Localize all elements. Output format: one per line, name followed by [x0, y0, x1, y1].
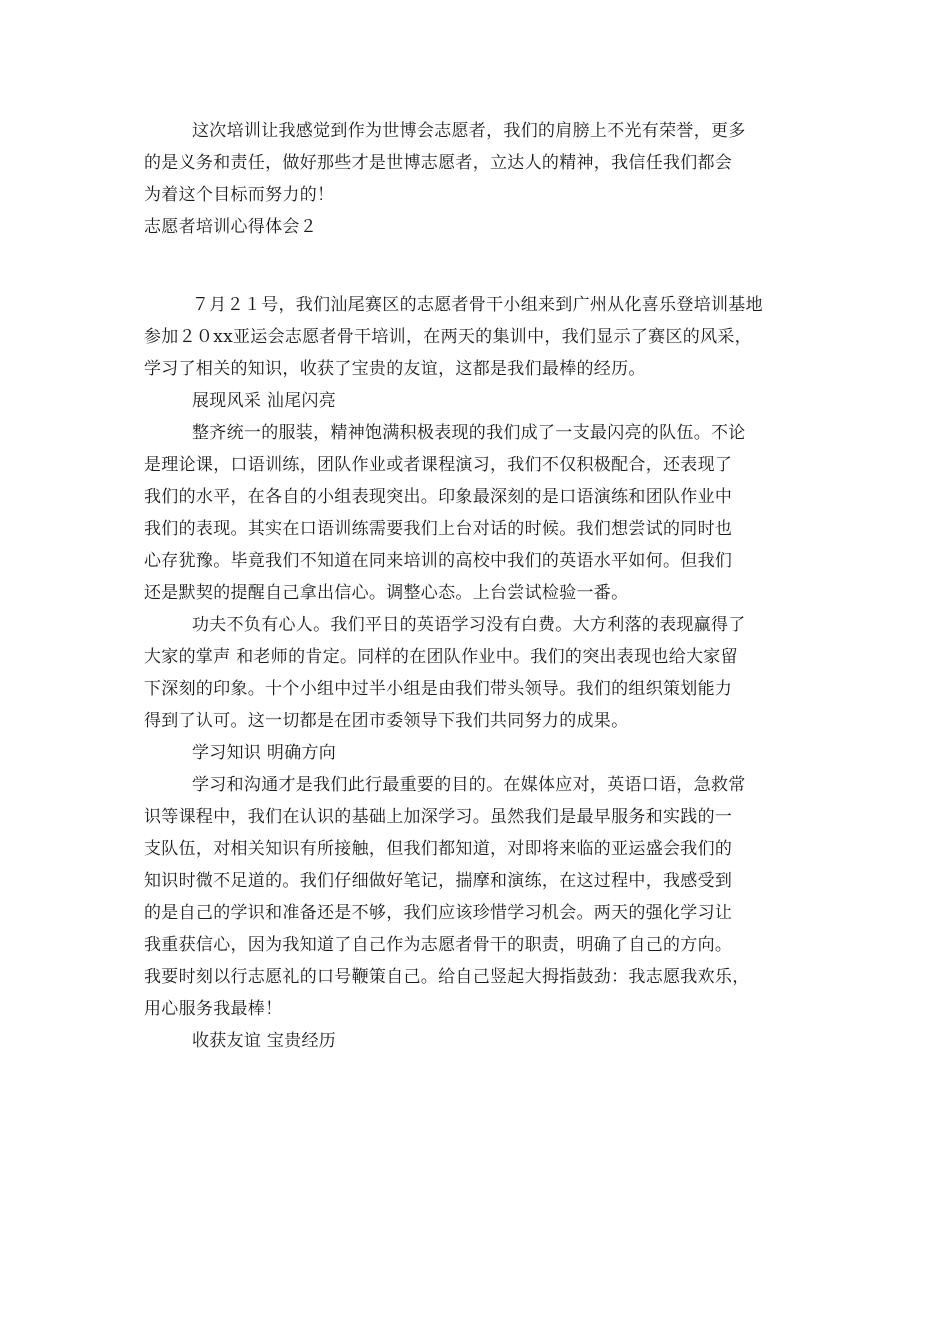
text-line: 知识时微不足道的。我们仔细做好笔记，揣摩和演练，在这过程中，我感受到 — [144, 871, 733, 891]
section-heading-friendship: 收获友谊 宝贵经历 — [192, 1031, 337, 1051]
text-line: 用心服务我最棒！ — [144, 999, 283, 1019]
text-line: 学习了相关的知识，收获了宝贵的友谊，这都是我们最棒的经历。 — [144, 359, 646, 379]
text-line: 这次培训让我感觉到作为世博会志愿者，我们的肩膀上不光有荣誉，更多 — [192, 121, 746, 141]
document-title: 志愿者培训心得体会２ — [144, 217, 317, 237]
paragraph-2 — [144, 417, 808, 609]
text-line: 为着这个目标而努力的！ — [144, 185, 335, 205]
section-heading-learning: 学习知识 明确方向 — [192, 743, 337, 763]
text-line: 我重获信心，因为我知道了自己作为志愿者骨干的职责，明确了自己的方向。 — [144, 935, 733, 955]
text-line: 参加２０xx亚运会志愿者骨干培训，在两天的集训中，我们显示了赛区的风采， — [144, 327, 752, 347]
text-line: ７月２１号，我们汕尾赛区的志愿者骨干小组来到广州从化喜乐登培训基地 — [192, 295, 763, 315]
text-line: 心存犹豫。毕竟我们不知道在同来培训的高校中我们的英语水平如何。但我们 — [144, 551, 733, 571]
text-line: 整齐统一的服装，精神饱满积极表现的我们成了一支最闪亮的队伍。不论 — [192, 423, 746, 443]
intro-paragraph — [144, 115, 808, 211]
text-line: 功夫不负有心人。我们平日的英语学习没有白费。大方利落的表现赢得了 — [192, 615, 746, 635]
section-heading-showcase: 展现风采 汕尾闪亮 — [192, 391, 337, 411]
text-line: 我们的表现。其实在口语训练需要我们上台对话的时候。我们想尝试的同时也 — [144, 519, 733, 539]
text-line: 的是自己的学识和准备还是不够，我们应该珍惜学习机会。两天的强化学习让 — [144, 903, 733, 923]
paragraph-1 — [144, 289, 808, 385]
text-line: 支队伍，对相关知识有所接触，但我们都知道，对即将来临的亚运盛会我们的 — [144, 839, 733, 859]
text-line: 大家的掌声 和老师的肯定。同样的在团队作业中。我们的突出表现也给大家留 — [144, 647, 738, 667]
text-line: 识等课程中，我们在认识的基础上加深学习。虽然我们是最早服务和实践的一 — [144, 807, 733, 827]
text-line: 我要时刻以行志愿礼的口号鞭策自己。给自己竖起大拇指鼓劲：我志愿我欢乐， — [144, 967, 750, 987]
paragraph-4 — [144, 769, 808, 1025]
text-line: 下深刻的印象。十个小组中过半小组是由我们带头领导。我们的组织策划能力 — [144, 679, 733, 699]
text-line: 的是义务和责任，做好那些才是世博志愿者，立达人的精神，我信任我们都会 — [144, 153, 733, 173]
blank-line — [144, 243, 808, 289]
text-line: 还是默契的提醒自己拿出信心。调整心态。上台尝试检验一番。 — [144, 583, 629, 603]
document-page — [144, 115, 808, 1057]
text-line: 学习和沟通才是我们此行最重要的目的。在媒体应对，英语口语，急救常 — [192, 775, 746, 795]
text-line: 是理论课，口语训练，团队作业或者课程演习，我们不仅积极配合，还表现了 — [144, 455, 733, 475]
text-line: 得到了认可。这一切都是在团市委领导下我们共同努力的成果。 — [144, 711, 629, 731]
paragraph-3 — [144, 609, 808, 737]
text-line: 我们的水平，在各自的小组表现突出。印象最深刻的是口语演练和团队作业中 — [144, 487, 733, 507]
